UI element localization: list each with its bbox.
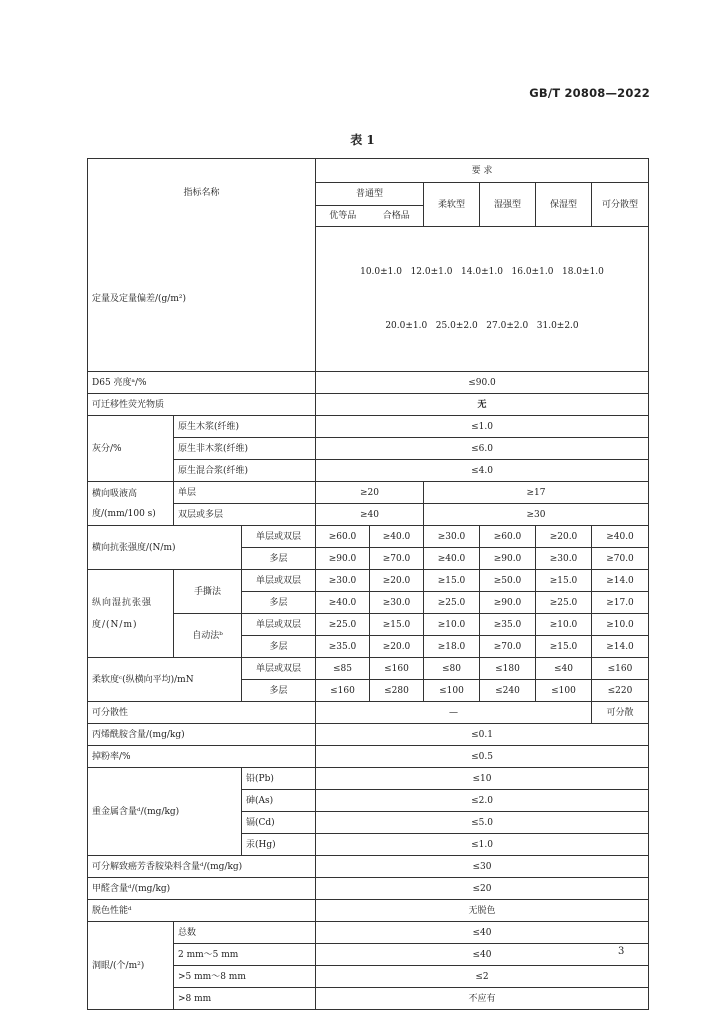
table-row — [88, 416, 649, 438]
hole-value: ≤2 — [316, 966, 649, 988]
value-cell: ≥15.0 — [424, 570, 480, 592]
value-cell: ≥35.0 — [316, 636, 370, 658]
value-cell: ≥70.0 — [370, 548, 424, 570]
value-cell: ≥90.0 — [480, 548, 536, 570]
table-row — [88, 372, 649, 394]
table-caption: 表 1 — [350, 133, 375, 147]
ash-value: ≤6.0 — [316, 438, 649, 460]
dispersibility-value: 可分散 — [592, 702, 649, 724]
fading-label: 脱色性能ᵈ — [88, 900, 316, 922]
value-cell: ≥15.0 — [536, 570, 592, 592]
value-cell: ≥10.0 — [592, 614, 649, 636]
standard-number: GB/T 20808—2022 — [529, 86, 650, 100]
ash-value: ≤4.0 — [316, 460, 649, 482]
value-cell: ≤220 — [592, 680, 649, 702]
ordinary-header: 普通型 — [316, 183, 424, 206]
ply-label: 多层 — [242, 592, 316, 614]
absorb-other: ≥30 — [424, 504, 649, 526]
value-cell: ≥90.0 — [480, 592, 536, 614]
value-cell: ≥17.0 — [592, 592, 649, 614]
ply-label: 多层 — [242, 636, 316, 658]
value-cell: ≥14.0 — [592, 636, 649, 658]
softness-label: 柔软度ᶜ(纵横向平均)/mN — [88, 658, 242, 702]
metal-item: 砷(As) — [242, 790, 316, 812]
metal-value: ≤10 — [316, 768, 649, 790]
gsm-values-line2: 20.0±1.0 25.0±2.0 27.0±2.0 31.0±2.0 — [385, 321, 579, 331]
value-cell: ≥15.0 — [370, 614, 424, 636]
soft-header: 柔软型 — [424, 183, 480, 227]
table-row — [88, 658, 649, 680]
table-row — [88, 394, 649, 416]
value-cell: ≥10.0 — [424, 614, 480, 636]
fluor-label: 可迁移性荧光物质 — [88, 394, 316, 416]
value-cell: ≥60.0 — [480, 526, 536, 548]
value-cell: ≥14.0 — [592, 570, 649, 592]
table-row — [88, 159, 649, 183]
table-row — [88, 922, 649, 944]
absorb-label: 横向吸液高度/(mm/100 s) — [88, 482, 174, 526]
metal-value: ≤2.0 — [316, 790, 649, 812]
ash-label: 灰分/% — [88, 416, 174, 482]
hole-item: 2 mm～5 mm — [174, 944, 316, 966]
value-cell: ≥20.0 — [536, 526, 592, 548]
gsm-values-line1: 10.0±1.0 12.0±1.0 14.0±1.0 16.0±1.0 18.0±1.0 — [360, 267, 604, 277]
value-cell: ≤100 — [536, 680, 592, 702]
absorb-other: ≥17 — [424, 482, 649, 504]
value-cell: ≥70.0 — [592, 548, 649, 570]
value-cell: ≤100 — [424, 680, 480, 702]
ash-value: ≤1.0 — [316, 416, 649, 438]
value-cell: ≥10.0 — [536, 614, 592, 636]
absorb-ordinary: ≥40 — [316, 504, 424, 526]
moist-header: 保湿型 — [536, 183, 592, 227]
value-cell: ≥40.0 — [592, 526, 649, 548]
d65-value: ≤90.0 — [316, 372, 649, 394]
value-cell: ≤85 — [316, 658, 370, 680]
dusting-label: 掉粉率/% — [88, 746, 316, 768]
value-cell: ≤160 — [370, 658, 424, 680]
value-cell: ≥15.0 — [536, 636, 592, 658]
ply-label: 单层或双层 — [242, 526, 316, 548]
lateral-tensile-label: 横向抗张强度/(N/m) — [88, 526, 242, 570]
ash-item: 原生木浆(纤维) — [174, 416, 316, 438]
value-cell: ≤80 — [424, 658, 480, 680]
value-cell: ≥60.0 — [316, 526, 370, 548]
auto-method-label: 自动法ᵇ — [174, 614, 242, 658]
hole-item: 总数 — [174, 922, 316, 944]
value-cell: ≥30.0 — [424, 526, 480, 548]
ply-label: 单层或双层 — [242, 658, 316, 680]
gsm-values — [316, 227, 649, 372]
value-cell: ≥20.0 — [370, 570, 424, 592]
table-row — [88, 702, 649, 724]
dispersibility-label: 可分散性 — [88, 702, 316, 724]
formaldehyde-label: 甲醛含量ᵈ/(mg/kg) — [88, 878, 316, 900]
ply-label: 单层或双层 — [242, 570, 316, 592]
value-cell: ≥30.0 — [536, 548, 592, 570]
wetstrong-header: 湿强型 — [480, 183, 536, 227]
wet-tensile-label: 纵向湿抗张强度/(N/m) — [88, 570, 174, 658]
absorb-item: 双层或多层 — [174, 504, 316, 526]
table-row — [88, 482, 649, 504]
value-cell: ≤160 — [316, 680, 370, 702]
heavy-metal-label: 重金属含量ᵈ/(mg/kg) — [88, 768, 242, 856]
metal-value: ≤1.0 — [316, 834, 649, 856]
value-cell: ≤160 — [592, 658, 649, 680]
ply-label: 单层或双层 — [242, 614, 316, 636]
absorb-item: 单层 — [174, 482, 316, 504]
dusting-value: ≤0.5 — [316, 746, 649, 768]
hole-item: >5 mm～8 mm — [174, 966, 316, 988]
ply-label: 多层 — [242, 680, 316, 702]
table-row — [88, 227, 649, 372]
indicator-header: 指标名称 — [88, 159, 316, 227]
fading-value: 无脱色 — [316, 900, 649, 922]
metal-value: ≤5.0 — [316, 812, 649, 834]
dispersibility-other: — — [316, 702, 592, 724]
d65-label: D65 亮度ᵃ/% — [88, 372, 316, 394]
table-row — [88, 768, 649, 790]
acrylamide-value: ≤0.1 — [316, 724, 649, 746]
holes-label: 洞眼/(个/m²) — [88, 922, 174, 1010]
value-cell: ≤180 — [480, 658, 536, 680]
metal-item: 镉(Cd) — [242, 812, 316, 834]
value-cell: ≥50.0 — [480, 570, 536, 592]
value-cell: ≥35.0 — [480, 614, 536, 636]
absorb-ordinary: ≥20 — [316, 482, 424, 504]
formaldehyde-value: ≤20 — [316, 878, 649, 900]
value-cell: ≥30.0 — [370, 592, 424, 614]
value-cell: ≥25.0 — [536, 592, 592, 614]
requirements-table — [87, 158, 649, 1010]
value-cell: ≥25.0 — [424, 592, 480, 614]
value-cell: ≥25.0 — [316, 614, 370, 636]
qualified-header: 合格品 — [370, 206, 424, 227]
gsm-label: 定量及定量偏差/(g/m²) — [88, 227, 316, 372]
value-cell: ≤240 — [480, 680, 536, 702]
requirement-header: 要 求 — [316, 159, 649, 183]
hole-value: ≤40 — [316, 944, 649, 966]
value-cell: ≤280 — [370, 680, 424, 702]
azo-value: ≤30 — [316, 856, 649, 878]
value-cell: ≥70.0 — [480, 636, 536, 658]
metal-item: 汞(Hg) — [242, 834, 316, 856]
value-cell: ≥40.0 — [370, 526, 424, 548]
ply-label: 多层 — [242, 548, 316, 570]
table-row — [88, 878, 649, 900]
hole-value: ≤40 — [316, 922, 649, 944]
fluor-value: 无 — [316, 394, 649, 416]
value-cell: ≥20.0 — [370, 636, 424, 658]
value-cell: ≥40.0 — [316, 592, 370, 614]
value-cell: ≤40 — [536, 658, 592, 680]
metal-item: 铅(Pb) — [242, 768, 316, 790]
table-row — [88, 570, 649, 592]
table-row — [88, 526, 649, 548]
table-row — [88, 724, 649, 746]
value-cell: ≥30.0 — [316, 570, 370, 592]
azo-label: 可分解致癌芳香胺染料含量ᵈ/(mg/kg) — [88, 856, 316, 878]
hole-item: >8 mm — [174, 988, 316, 1010]
acrylamide-label: 丙烯酰胺含量/(mg/kg) — [88, 724, 316, 746]
dispersible-header: 可分散型 — [592, 183, 649, 227]
hole-value: 不应有 — [316, 988, 649, 1010]
ash-item: 原生混合浆(纤维) — [174, 460, 316, 482]
page-number: 3 — [618, 946, 625, 957]
ash-item: 原生非木浆(纤维) — [174, 438, 316, 460]
value-cell: ≥18.0 — [424, 636, 480, 658]
premium-header: 优等品 — [316, 206, 370, 227]
table-row — [88, 856, 649, 878]
table-row — [88, 900, 649, 922]
table-row — [88, 746, 649, 768]
value-cell: ≥90.0 — [316, 548, 370, 570]
value-cell: ≥40.0 — [424, 548, 480, 570]
manual-method-label: 手撕法 — [174, 570, 242, 614]
